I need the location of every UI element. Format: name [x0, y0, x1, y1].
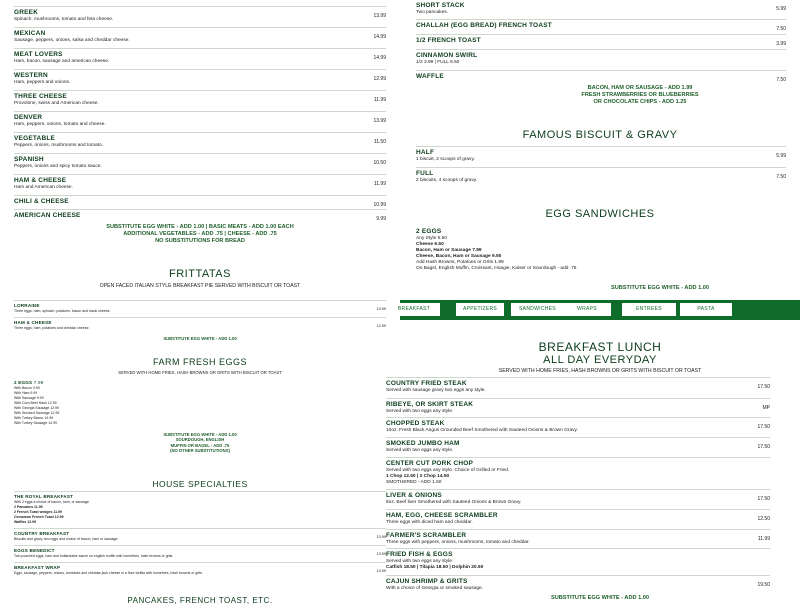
- pancakes-section-title: PANCAKES, FRENCH TOAST, ETC.: [127, 596, 273, 605]
- frittatas-title: FRITTATAS: [169, 268, 231, 280]
- item-description: Spinach, mushrooms, tomato and feta cheese.: [14, 17, 114, 22]
- menu-item: [14, 494, 386, 524]
- menu-item: [416, 52, 786, 65]
- divider: [14, 111, 386, 112]
- item-description: 1/2 3.99 | FULL 6.50: [416, 60, 460, 65]
- egg-option: With Ham 9.99: [14, 391, 38, 395]
- item-price: 10.99: [373, 202, 386, 208]
- item-name: DENVER: [14, 114, 43, 121]
- divider: [386, 437, 770, 438]
- item-name: HAM & CHEESE: [14, 320, 52, 325]
- item-option: SMOTHERED - ADD 1.50: [386, 480, 442, 485]
- item-option: 2 French Toast wedges 11.99: [14, 510, 62, 514]
- menu-item: [386, 532, 770, 545]
- item-price: 17.50: [757, 384, 770, 390]
- item-price: 11.50: [373, 139, 386, 145]
- item-line: Cheese 6.50: [416, 242, 444, 247]
- item-name: SHORT STACK: [416, 2, 465, 9]
- note-line: SUBSTITUTE EGG WHITE - ADD 1.00 | BASIC MEATS - ADD 1.00 EACH: [106, 224, 294, 230]
- farm-fresh-title: FARM FRESH EGGS: [152, 357, 247, 367]
- item-option: 1 Chop 12.50 | 2 Chop 14.50: [386, 474, 450, 479]
- menu-item: [386, 380, 770, 393]
- divider: [416, 146, 786, 147]
- menu-item: [386, 578, 770, 591]
- item-name: COUNTRY FRIED STEAK: [386, 380, 467, 387]
- menu-item: [386, 492, 770, 505]
- item-name: VEGETABLE: [14, 135, 56, 142]
- item-description: Ham, bacon, sausage and american cheese.: [14, 59, 110, 64]
- item-price: 12.50: [757, 516, 770, 522]
- menu-item: [14, 30, 386, 43]
- item-option: Catfish 18.50 | Tilapia 18.50 | Dolphin 20.50: [386, 565, 484, 570]
- note-line: SOURDOUGH, ENGLISH: [175, 437, 225, 443]
- item-description: 2 biscuits, 4 scoops of gravy.: [416, 178, 478, 183]
- item-name: LORRAINE: [14, 303, 40, 308]
- item-name: BREAKFAST WRAP: [14, 565, 61, 570]
- item-description: Served with two eggs any style.: [386, 409, 454, 414]
- egg-option: With Bacon 9.99: [14, 386, 40, 390]
- menu-item: [386, 551, 770, 570]
- divider: [14, 562, 386, 563]
- divider: [386, 417, 770, 418]
- divider: [14, 69, 386, 70]
- nav-tab-wraps[interactable]: WRAPS: [563, 303, 611, 316]
- divider: [416, 70, 786, 71]
- divider: [14, 153, 386, 154]
- divider: [14, 300, 386, 301]
- menu-item: [14, 177, 386, 190]
- egg-sandwich-list: [416, 228, 776, 271]
- item-price: MP: [762, 405, 770, 411]
- item-description: Three eggs with peppers, onions, mushrooms, tomato and cheddar.: [386, 540, 530, 545]
- menu-item: [416, 37, 786, 47]
- divider: [14, 6, 386, 7]
- menu-item: [14, 51, 386, 64]
- item-description: Peppers, onions and spicy tomato sauce.: [14, 164, 102, 169]
- menu-item: [14, 156, 386, 169]
- item-name: CAJUN SHRIMP & GRITS: [386, 578, 468, 585]
- item-name: HAM & CHEESE: [14, 177, 67, 184]
- menu-item: [14, 114, 386, 127]
- breakfast-lunch-subtitle: SERVED WITH HOME FRIES, HASH BROWNS OR GRITS WITH BISCUIT OR TOAST: [498, 368, 702, 374]
- item-line: On Bagel, English Muffin, Croissant, Hoagie, Kaiser or Sourdough - add .75: [416, 266, 577, 271]
- item-price: 3.99: [776, 41, 786, 47]
- item-name: COUNTRY BREAKFAST: [14, 531, 70, 536]
- divider: [14, 174, 386, 175]
- item-price: 13.99: [376, 307, 386, 311]
- note-line: ADDITIONAL VEGETABLES - ADD .75 | CHEESE - ADD .75: [123, 231, 277, 237]
- item-price: 5.99: [776, 153, 786, 159]
- egg-option: With Turkey Bacon 14.99: [14, 416, 54, 420]
- item-price: 5.99: [776, 6, 786, 12]
- item-name: 1/2 FRENCH TOAST: [416, 37, 481, 44]
- item-name: CINNAMON SWIRL: [416, 52, 478, 59]
- egg-option: With Georgia Sausage 12.99: [14, 406, 59, 410]
- divider: [14, 545, 386, 546]
- divider: [386, 489, 770, 490]
- item-description: Biscuits and gravy, two eggs and choice of bacon, ham or sausage.: [14, 537, 119, 541]
- right-menu-column: [386, 0, 800, 601]
- menu-item: [416, 22, 786, 32]
- item-description: Three eggs, ham, potatoes and cheddar cheese.: [14, 326, 90, 330]
- item-line: Bacon, Ham or Sausage 7.99: [416, 248, 482, 253]
- item-price: 17.50: [757, 444, 770, 450]
- nav-tab-appetizers[interactable]: APPETIZERS: [456, 303, 504, 316]
- item-name: LIVER & ONIONS: [386, 492, 442, 499]
- menu-item: [14, 320, 386, 330]
- item-price: 14.99: [373, 34, 386, 40]
- menu-item: [14, 531, 386, 541]
- biscuit-gravy-title: FAMOUS BISCUIT & GRAVY: [522, 129, 678, 141]
- nav-tab-breakfast[interactable]: BREAKFAST: [388, 303, 440, 316]
- item-name: MEAT LOVERS: [14, 51, 63, 58]
- item-description: Served with two eggs any style.: [386, 448, 454, 453]
- item-price: 9.99: [376, 216, 386, 222]
- item-name: CHILI & CHEESE: [14, 198, 69, 205]
- menu-item: [386, 401, 770, 414]
- item-name: SMOKED JUMBO HAM: [386, 440, 460, 447]
- menu-item: [386, 420, 770, 433]
- item-price: 17.50: [757, 424, 770, 430]
- menu-item: [416, 2, 786, 15]
- note-line: MUFFIN OR BAGEL - ADD .75: [170, 442, 230, 448]
- egg-sandwich-substitution-note: SUBSTITUTE EGG WHITE - ADD 1.00: [610, 285, 709, 291]
- farm-substitution-note: [100, 432, 300, 454]
- item-name: CENTER CUT PORK CHOP: [386, 460, 474, 467]
- two-eggs-item: [14, 380, 386, 425]
- item-line: Any Style 5.50: [416, 236, 447, 241]
- item-price: 14.99: [373, 55, 386, 61]
- egg-option: With Turkey Sausage 14.99: [14, 421, 57, 425]
- divider: [386, 509, 770, 510]
- farm-fresh-subtitle: SERVED WITH HOME FRIES, HASH BROWNS OR GRITS WITH BISCUIT OR TOAST: [118, 370, 282, 375]
- item-name: FULL: [416, 170, 434, 177]
- item-name: GREEK: [14, 9, 39, 16]
- item-description: Two pancakes.: [416, 10, 448, 15]
- divider: [386, 377, 770, 378]
- item-price: 13.99: [376, 535, 386, 539]
- note-line: OR CHOCOLATE CHIPS - ADD 1.25: [593, 99, 687, 105]
- house-specialties-title: HOUSE SPECIALTIES: [152, 479, 248, 489]
- item-price: 13.99: [376, 569, 386, 573]
- menu-item: [14, 212, 386, 222]
- item-name: MEXICAN: [14, 30, 46, 37]
- item-description: Three eggs, ham, spinach, potatoes, bacon and basic cheese.: [14, 309, 111, 313]
- divider: [14, 209, 386, 210]
- item-description: Provolone, swiss and American cheese.: [14, 101, 99, 106]
- omelette-substitution-note: [70, 224, 330, 245]
- item-name: FRIED FISH & EGGS: [386, 551, 453, 558]
- item-price: 11.99: [757, 536, 770, 542]
- divider: [14, 528, 386, 529]
- item-price: 7.50: [776, 77, 786, 83]
- item-name: 2 EGGS 7.99: [14, 380, 44, 385]
- divider: [386, 548, 770, 549]
- item-name: FARMER'S SCRAMBLER: [386, 532, 467, 539]
- menu-item: [14, 9, 386, 22]
- nav-tab-entrees[interactable]: ENTREES: [622, 303, 676, 316]
- item-description: With 2 eggs a choice of bacon, ham, or sausage: [14, 500, 89, 504]
- egg-option: With Sausage 9.99: [14, 396, 44, 400]
- divider: [416, 34, 786, 35]
- menu-item: [14, 93, 386, 106]
- divider: [14, 491, 386, 492]
- menu-item: [14, 198, 386, 208]
- item-name: EGGS BENEDICT: [14, 548, 55, 553]
- menu-item: [416, 149, 786, 162]
- brunch-substitution-note: SUBSTITUTE EGG WHITE - ADD 1.00: [550, 595, 649, 601]
- menu-item: [14, 135, 386, 148]
- divider: [386, 457, 770, 458]
- divider: [14, 195, 386, 196]
- menu-item: [14, 72, 386, 85]
- item-price: 17.50: [757, 496, 770, 502]
- menu-item: [14, 548, 386, 558]
- item-option: Cinnamon French Toast 12.99: [14, 515, 64, 519]
- item-price: 10.50: [373, 160, 386, 166]
- divider: [416, 167, 786, 168]
- divider: [386, 575, 770, 576]
- egg-option: With Smoked Sausage 12.99: [14, 411, 60, 415]
- item-name: THREE CHEESE: [14, 93, 67, 100]
- item-description: Three eggs with diced ham and cheddar.: [386, 520, 473, 525]
- menu-item: [14, 565, 386, 575]
- item-description: Served with sausage gravy two eggs any style.: [386, 388, 486, 393]
- item-line: Add Hash Browns, Potatoes or Grits 1.99: [416, 260, 504, 265]
- item-price: 13.99: [373, 13, 386, 19]
- item-description: Served with two eggs any style. Choice of Grilled or Fried.: [386, 468, 510, 473]
- item-name: HALF: [416, 149, 435, 156]
- divider: [416, 19, 786, 20]
- item-price: 12.99: [373, 76, 386, 82]
- item-name: CHOPPED STEAK: [386, 420, 445, 427]
- item-price: 19.50: [757, 582, 770, 588]
- nav-tab-sandwiches[interactable]: SANDWICHES: [511, 303, 564, 316]
- note-line: NO SUBSTITUTIONS FOR BREAD: [155, 238, 245, 244]
- menu-item: [416, 73, 786, 83]
- item-line: Cheese, Bacon, Ham or Sausage 9.50: [416, 254, 502, 259]
- item-name: WESTERN: [14, 72, 48, 79]
- item-description: Two poached eggs, ham and hollandaise sauce on english muffin with homefries, hash browns or grits.: [14, 554, 174, 558]
- item-name: RIBEYE, OR SKIRT STEAK: [386, 401, 474, 408]
- all-day-title: ALL DAY EVERYDAY: [543, 354, 657, 366]
- item-name: AMERICAN CHEESE: [14, 212, 81, 219]
- item-price: 12.99: [376, 324, 386, 328]
- menu-item: [416, 170, 786, 183]
- nav-tab-pasta[interactable]: PASTA: [680, 303, 732, 316]
- divider: [386, 398, 770, 399]
- item-name: 2 EGGS: [416, 228, 442, 235]
- breakfast-lunch-title: BREAKFAST LUNCH: [538, 340, 662, 354]
- divider: [386, 529, 770, 530]
- item-price: 7.50: [776, 174, 786, 180]
- divider: [416, 49, 786, 50]
- item-name: THE ROYAL BREAKFAST: [14, 494, 74, 499]
- menu-item: [386, 512, 770, 525]
- note-line: (NO OTHER SUBSTITUTIONS): [170, 448, 230, 454]
- divider: [14, 48, 386, 49]
- divider: [14, 132, 386, 133]
- egg-sandwiches-title: EGG SANDWICHES: [545, 208, 655, 220]
- item-description: Peppers, onions, mushrooms and tomato.: [14, 143, 104, 148]
- item-price: 11.99: [373, 181, 386, 187]
- note-line: BACON, HAM OR SAUSAGE - ADD 1.99: [587, 85, 693, 91]
- item-price: 13.99: [376, 552, 386, 556]
- menu-item: [386, 460, 770, 485]
- item-name: SPANISH: [14, 156, 44, 163]
- item-description: 1 biscuit, 2 scoops of gravy.: [416, 157, 475, 162]
- item-price: 13.99: [373, 118, 386, 124]
- item-description: Served with two eggs any style.: [386, 559, 454, 564]
- item-name: HAM, EGG, CHEESE SCRAMBLER: [386, 512, 498, 519]
- egg-option: With Corn Beef Hash 12.99: [14, 401, 57, 405]
- waffle-addons-note: [520, 85, 760, 106]
- frittata-substitution-note: SUBSTITUTE EGG WHITE - ADD 1.00: [163, 336, 237, 341]
- note-line: SUBSTITUTE EGG WHITE - ADD 1.00: [163, 432, 237, 437]
- frittatas-subtitle: OPEN FACED ITALIAN STYLE BREAKFAST PIE SERVED WITH BISCUIT OR TOAST: [99, 283, 301, 289]
- item-price: 11.99: [373, 97, 386, 103]
- divider: [14, 317, 386, 318]
- item-name: WAFFLE: [416, 73, 444, 80]
- item-description: 10oz. Fresh Black Angus Grounded Beef Smothered with Sauteed Onions & Brown Gravy.: [386, 428, 578, 433]
- item-description: 8oz. Beef liver Smothered with Sauteed Onions & Brown Gravy.: [386, 500, 522, 505]
- item-name: CHALLAH (EGG BREAD) FRENCH TOAST: [416, 22, 552, 29]
- item-description: With a choice of Georgia or smoked sausage.: [386, 586, 484, 591]
- item-description: Sausage, peppers, onions, salsa and cheddar cheese.: [14, 38, 130, 43]
- menu-item: [386, 440, 770, 453]
- item-description: Ham, peppers, onions, tomato and cheese.: [14, 122, 106, 127]
- note-line: FRESH STRAWBERRIES OR BLUEBERRIES: [581, 92, 699, 98]
- item-option: 2 Pancakes 11.99: [14, 505, 43, 509]
- item-description: Ham and American cheese.: [14, 185, 73, 190]
- divider: [14, 27, 386, 28]
- divider: [14, 90, 386, 91]
- menu-item: [14, 303, 386, 313]
- item-price: 7.50: [776, 26, 786, 32]
- item-description: Ham, peppers and onions.: [14, 80, 71, 85]
- item-description: Eggs, sausage, peppers, onions, tomatoes and cheddar jack cheese in a flour tortilla with homefries, hash browns or grits.: [14, 571, 203, 575]
- item-option: Waffles 12.99: [14, 520, 37, 524]
